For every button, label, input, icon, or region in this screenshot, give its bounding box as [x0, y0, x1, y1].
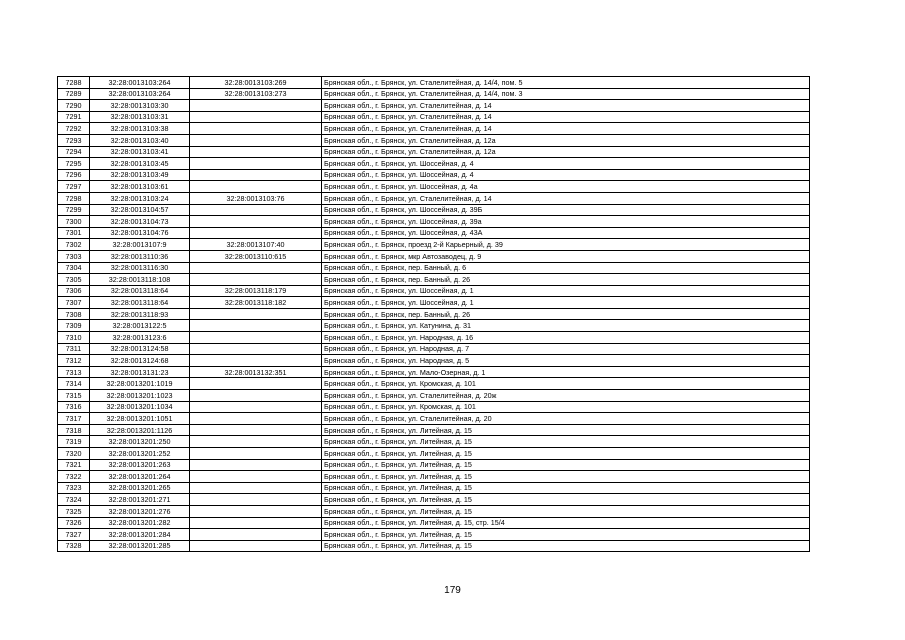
address-cell: Брянская обл., г. Брянск, ул. Сталелитейная, д. 20ж — [322, 390, 810, 402]
related-cadastral-number-cell — [190, 274, 322, 286]
address-cell: Брянская обл., г. Брянск, ул. Сталелитейная, д. 14 — [322, 100, 810, 112]
table-row — [58, 123, 810, 135]
table-row — [58, 285, 810, 297]
address-cell: Брянская обл., г. Брянск, пер. Банный, д. 6 — [322, 262, 810, 274]
row-number-cell: 7327 — [58, 529, 90, 541]
row-number-cell: 7303 — [58, 250, 90, 262]
cadastral-number-cell: 32:28:0013104:73 — [90, 216, 190, 228]
cadastral-number-cell: 32:28:0013104:57 — [90, 204, 190, 216]
cadastral-number-cell: 32:28:0013201:1019 — [90, 378, 190, 390]
related-cadastral-number-cell — [190, 355, 322, 367]
related-cadastral-number-cell — [190, 181, 322, 193]
table-row — [58, 134, 810, 146]
table-row — [58, 436, 810, 448]
address-cell: Брянская обл., г. Брянск, ул. Шоссейная, д. 39а — [322, 216, 810, 228]
address-cell: Брянская обл., г. Брянск, ул. Шоссейная, д. 4 — [322, 158, 810, 170]
row-number-cell: 7321 — [58, 459, 90, 471]
table-row — [58, 482, 810, 494]
row-number-cell: 7304 — [58, 262, 90, 274]
cadastral-number-cell: 32:28:0013103:38 — [90, 123, 190, 135]
row-number-cell: 7313 — [58, 366, 90, 378]
related-cadastral-number-cell — [190, 134, 322, 146]
cadastral-number-cell: 32:28:0013118:64 — [90, 297, 190, 309]
related-cadastral-number-cell — [190, 448, 322, 460]
cadastral-number-cell: 32:28:0013103:24 — [90, 192, 190, 204]
address-cell: Брянская обл., г. Брянск, ул. Кромская, д. 101 — [322, 378, 810, 390]
related-cadastral-number-cell — [190, 459, 322, 471]
table-row — [58, 192, 810, 204]
address-cell: Брянская обл., г. Брянск, ул. Литейная, д. 15 — [322, 505, 810, 517]
cadastral-number-cell: 32:28:0013116:30 — [90, 262, 190, 274]
address-cell: Брянская обл., г. Брянск, ул. Литейная, д. 15 — [322, 540, 810, 552]
table-row — [58, 505, 810, 517]
cadastral-number-cell: 32:28:0013110:36 — [90, 250, 190, 262]
related-cadastral-number-cell — [190, 529, 322, 541]
cadastral-number-cell: 32:28:0013123:6 — [90, 332, 190, 344]
row-number-cell: 7317 — [58, 413, 90, 425]
cadastral-number-cell: 32:28:0013201:1051 — [90, 413, 190, 425]
table-row — [58, 239, 810, 251]
table-row — [58, 355, 810, 367]
table-row — [58, 471, 810, 483]
address-cell: Брянская обл., г. Брянск, ул. Литейная, д. 15 — [322, 482, 810, 494]
cadastral-number-cell: 32:28:0013103:40 — [90, 134, 190, 146]
related-cadastral-number-cell — [190, 308, 322, 320]
table-row — [58, 216, 810, 228]
related-cadastral-number-cell: 32:28:0013107:40 — [190, 239, 322, 251]
cadastral-number-cell: 32:28:0013201:252 — [90, 448, 190, 460]
table-row — [58, 308, 810, 320]
table-row — [58, 540, 810, 552]
address-cell: Брянская обл., г. Брянск, проезд 2-й Карьерный, д. 39 — [322, 239, 810, 251]
address-cell: Брянская обл., г. Брянск, ул. Литейная, д. 15 — [322, 424, 810, 436]
cadastral-number-cell: 32:28:0013201:264 — [90, 471, 190, 483]
address-cell: Брянская обл., г. Брянск, ул. Шоссейная, д. 39Б — [322, 204, 810, 216]
address-cell: Брянская обл., г. Брянск, ул. Литейная, д. 15 — [322, 436, 810, 448]
property-table — [57, 76, 810, 552]
related-cadastral-number-cell: 32:28:0013118:182 — [190, 297, 322, 309]
row-number-cell: 7324 — [58, 494, 90, 506]
related-cadastral-number-cell: 32:28:0013103:76 — [190, 192, 322, 204]
address-cell: Брянская обл., г. Брянск, ул. Шоссейная, д. 43А — [322, 227, 810, 239]
address-cell: Брянская обл., г. Брянск, ул. Литейная, д. 15 — [322, 494, 810, 506]
address-cell: Брянская обл., г. Брянск, ул. Шоссейная, д. 1 — [322, 297, 810, 309]
row-number-cell: 7323 — [58, 482, 90, 494]
address-cell: Брянская обл., г. Брянск, ул. Народная, д. 16 — [322, 332, 810, 344]
cadastral-number-cell: 32:28:0013201:1023 — [90, 390, 190, 402]
cadastral-number-cell: 32:28:0013131:23 — [90, 366, 190, 378]
address-cell: Брянская обл., г. Брянск, ул. Сталелитейная, д. 20 — [322, 413, 810, 425]
cadastral-number-cell: 32:28:0013201:284 — [90, 529, 190, 541]
address-cell: Брянская обл., г. Брянск, ул. Катунина, д. 31 — [322, 320, 810, 332]
row-number-cell: 7297 — [58, 181, 90, 193]
related-cadastral-number-cell — [190, 482, 322, 494]
cadastral-number-cell: 32:28:0013107:9 — [90, 239, 190, 251]
table-row — [58, 181, 810, 193]
address-cell: Брянская обл., г. Брянск, ул. Сталелитейная, д. 14/4, пом. 3 — [322, 88, 810, 100]
address-cell: Брянская обл., г. Брянск, ул. Сталелитейная, д. 14/4, пом. 5 — [322, 77, 810, 89]
cadastral-number-cell: 32:28:0013201:250 — [90, 436, 190, 448]
row-number-cell: 7320 — [58, 448, 90, 460]
cadastral-number-cell: 32:28:0013201:1126 — [90, 424, 190, 436]
related-cadastral-number-cell — [190, 100, 322, 112]
row-number-cell: 7292 — [58, 123, 90, 135]
related-cadastral-number-cell — [190, 540, 322, 552]
related-cadastral-number-cell: 32:28:0013132:351 — [190, 366, 322, 378]
row-number-cell: 7310 — [58, 332, 90, 344]
address-cell: Брянская обл., г. Брянск, ул. Сталелитейная, д. 14 — [322, 111, 810, 123]
page-number: 179 — [444, 585, 461, 596]
table-row — [58, 262, 810, 274]
cadastral-number-cell: 32:28:0013201:276 — [90, 505, 190, 517]
address-cell: Брянская обл., г. Брянск, пер. Банный, д. 26 — [322, 274, 810, 286]
table-row — [58, 146, 810, 158]
cadastral-number-cell: 32:28:0013103:45 — [90, 158, 190, 170]
row-number-cell: 7293 — [58, 134, 90, 146]
table-row — [58, 332, 810, 344]
address-cell: Брянская обл., г. Брянск, ул. Литейная, д. 15 — [322, 448, 810, 460]
row-number-cell: 7322 — [58, 471, 90, 483]
table-row — [58, 378, 810, 390]
related-cadastral-number-cell — [190, 471, 322, 483]
cadastral-number-cell: 32:28:0013124:58 — [90, 343, 190, 355]
table-body — [58, 77, 810, 552]
row-number-cell: 7319 — [58, 436, 90, 448]
address-cell: Брянская обл., г. Брянск, ул. Сталелитейная, д. 12а — [322, 134, 810, 146]
related-cadastral-number-cell — [190, 227, 322, 239]
related-cadastral-number-cell: 32:28:0013103:273 — [190, 88, 322, 100]
cadastral-number-cell: 32:28:0013103:264 — [90, 77, 190, 89]
address-cell: Брянская обл., г. Брянск, пер. Банный, д. 26 — [322, 308, 810, 320]
table-row — [58, 227, 810, 239]
cadastral-number-cell: 32:28:0013201:271 — [90, 494, 190, 506]
table-row — [58, 297, 810, 309]
address-cell: Брянская обл., г. Брянск, мкр Автозаводец, д. 9 — [322, 250, 810, 262]
related-cadastral-number-cell — [190, 343, 322, 355]
table-row — [58, 366, 810, 378]
row-number-cell: 7298 — [58, 192, 90, 204]
related-cadastral-number-cell: 32:28:0013110:615 — [190, 250, 322, 262]
cadastral-number-cell: 32:28:0013103:31 — [90, 111, 190, 123]
table-row — [58, 111, 810, 123]
cadastral-number-cell: 32:28:0013124:68 — [90, 355, 190, 367]
related-cadastral-number-cell — [190, 332, 322, 344]
cadastral-number-cell: 32:28:0013118:108 — [90, 274, 190, 286]
table-row — [58, 424, 810, 436]
related-cadastral-number-cell — [190, 517, 322, 529]
row-number-cell: 7318 — [58, 424, 90, 436]
related-cadastral-number-cell — [190, 262, 322, 274]
table-row — [58, 77, 810, 89]
cadastral-number-cell: 32:28:0013122:5 — [90, 320, 190, 332]
row-number-cell: 7300 — [58, 216, 90, 228]
related-cadastral-number-cell — [190, 216, 322, 228]
table-row — [58, 517, 810, 529]
table-row — [58, 250, 810, 262]
cadastral-number-cell: 32:28:0013201:282 — [90, 517, 190, 529]
row-number-cell: 7294 — [58, 146, 90, 158]
related-cadastral-number-cell — [190, 320, 322, 332]
address-cell: Брянская обл., г. Брянск, ул. Литейная, д. 15, стр. 15/4 — [322, 517, 810, 529]
table-row — [58, 343, 810, 355]
address-cell: Брянская обл., г. Брянск, ул. Кромская, д. 101 — [322, 401, 810, 413]
table-row — [58, 169, 810, 181]
cadastral-number-cell: 32:28:0013103:41 — [90, 146, 190, 158]
address-cell: Брянская обл., г. Брянск, ул. Литейная, д. 15 — [322, 529, 810, 541]
cadastral-number-cell: 32:28:0013103:49 — [90, 169, 190, 181]
row-number-cell: 7328 — [58, 540, 90, 552]
table-row — [58, 494, 810, 506]
row-number-cell: 7291 — [58, 111, 90, 123]
table-row — [58, 529, 810, 541]
table-row — [58, 320, 810, 332]
row-number-cell: 7311 — [58, 343, 90, 355]
row-number-cell: 7308 — [58, 308, 90, 320]
cadastral-number-cell: 32:28:0013103:264 — [90, 88, 190, 100]
row-number-cell: 7290 — [58, 100, 90, 112]
related-cadastral-number-cell — [190, 413, 322, 425]
cadastral-number-cell: 32:28:0013201:263 — [90, 459, 190, 471]
related-cadastral-number-cell — [190, 505, 322, 517]
address-cell: Брянская обл., г. Брянск, ул. Сталелитейная, д. 14 — [322, 123, 810, 135]
table-row — [58, 459, 810, 471]
related-cadastral-number-cell — [190, 158, 322, 170]
related-cadastral-number-cell — [190, 390, 322, 402]
table-row — [58, 158, 810, 170]
row-number-cell: 7301 — [58, 227, 90, 239]
address-cell: Брянская обл., г. Брянск, ул. Народная, д. 5 — [322, 355, 810, 367]
related-cadastral-number-cell — [190, 111, 322, 123]
row-number-cell: 7315 — [58, 390, 90, 402]
cadastral-number-cell: 32:28:0013118:64 — [90, 285, 190, 297]
related-cadastral-number-cell — [190, 146, 322, 158]
row-number-cell: 7302 — [58, 239, 90, 251]
table-row — [58, 88, 810, 100]
row-number-cell: 7307 — [58, 297, 90, 309]
cadastral-number-cell: 32:28:0013104:76 — [90, 227, 190, 239]
related-cadastral-number-cell — [190, 424, 322, 436]
table-row — [58, 401, 810, 413]
related-cadastral-number-cell: 32:28:0013103:269 — [190, 77, 322, 89]
related-cadastral-number-cell — [190, 204, 322, 216]
related-cadastral-number-cell — [190, 494, 322, 506]
address-cell: Брянская обл., г. Брянск, ул. Шоссейная, д. 4 — [322, 169, 810, 181]
row-number-cell: 7314 — [58, 378, 90, 390]
cadastral-number-cell: 32:28:0013201:265 — [90, 482, 190, 494]
address-cell: Брянская обл., г. Брянск, ул. Литейная, д. 15 — [322, 471, 810, 483]
address-cell: Брянская обл., г. Брянск, ул. Шоссейная, д. 4а — [322, 181, 810, 193]
table-row — [58, 390, 810, 402]
address-cell: Брянская обл., г. Брянск, ул. Литейная, д. 15 — [322, 459, 810, 471]
table-row — [58, 413, 810, 425]
row-number-cell: 7316 — [58, 401, 90, 413]
table-row — [58, 100, 810, 112]
row-number-cell: 7295 — [58, 158, 90, 170]
row-number-cell: 7305 — [58, 274, 90, 286]
address-cell: Брянская обл., г. Брянск, ул. Сталелитейная, д. 14 — [322, 192, 810, 204]
row-number-cell: 7306 — [58, 285, 90, 297]
row-number-cell: 7326 — [58, 517, 90, 529]
related-cadastral-number-cell — [190, 378, 322, 390]
address-cell: Брянская обл., г. Брянск, ул. Сталелитейная, д. 12а — [322, 146, 810, 158]
table-row — [58, 448, 810, 460]
row-number-cell: 7325 — [58, 505, 90, 517]
row-number-cell: 7288 — [58, 77, 90, 89]
cadastral-number-cell: 32:28:0013201:1034 — [90, 401, 190, 413]
cadastral-number-cell: 32:28:0013103:30 — [90, 100, 190, 112]
related-cadastral-number-cell: 32:28:0013118:179 — [190, 285, 322, 297]
cadastral-number-cell: 32:28:0013118:93 — [90, 308, 190, 320]
cadastral-number-cell: 32:28:0013201:285 — [90, 540, 190, 552]
related-cadastral-number-cell — [190, 123, 322, 135]
address-cell: Брянская обл., г. Брянск, ул. Шоссейная, д. 1 — [322, 285, 810, 297]
address-cell: Брянская обл., г. Брянск, ул. Мало-Озерная, д. 1 — [322, 366, 810, 378]
row-number-cell: 7312 — [58, 355, 90, 367]
related-cadastral-number-cell — [190, 436, 322, 448]
row-number-cell: 7289 — [58, 88, 90, 100]
related-cadastral-number-cell — [190, 401, 322, 413]
row-number-cell: 7296 — [58, 169, 90, 181]
table-row — [58, 274, 810, 286]
related-cadastral-number-cell — [190, 169, 322, 181]
table-row — [58, 204, 810, 216]
address-cell: Брянская обл., г. Брянск, ул. Народная, д. 7 — [322, 343, 810, 355]
row-number-cell: 7309 — [58, 320, 90, 332]
row-number-cell: 7299 — [58, 204, 90, 216]
cadastral-number-cell: 32:28:0013103:61 — [90, 181, 190, 193]
